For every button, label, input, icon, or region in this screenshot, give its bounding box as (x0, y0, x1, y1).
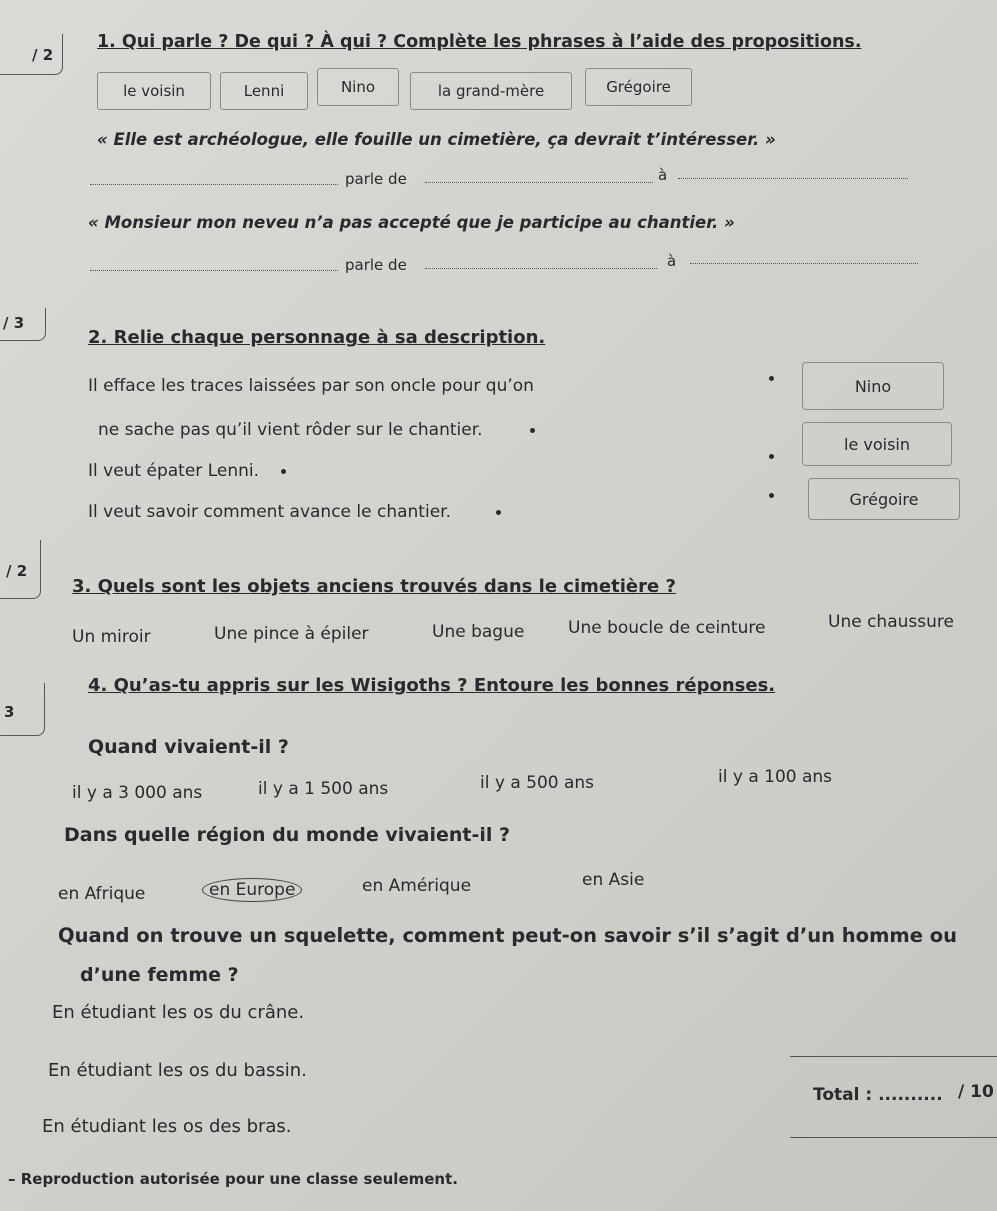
parle-de-label-1: parle de (345, 170, 407, 188)
q3-score: / 2 (6, 562, 28, 580)
answer-line-2a[interactable] (90, 270, 338, 271)
a-label-1: à (658, 166, 668, 184)
parle-de-label-2: parle de (345, 256, 407, 274)
name-1-dot[interactable] (769, 376, 774, 381)
sub-question-skeleton-line1: Quand on trouve un squelette, comment peut-on savoir s’il s’agit d’un homme ou (58, 924, 958, 947)
skeleton-option-bras[interactable]: En étudiant les os des bras. (42, 1116, 292, 1137)
object-un-miroir[interactable]: Un miroir (72, 627, 151, 647)
option-chip-le-voisin: le voisin (97, 72, 211, 110)
q2-title: 2. Relie chaque personnage à sa description. (88, 327, 546, 348)
object-une-chaussure[interactable]: Une chaussure (828, 612, 954, 632)
description-1-dot[interactable] (530, 428, 535, 433)
quote-2: « Monsieur mon neveu n’a pas accepté que je participe au chantier. » (88, 213, 735, 232)
q1-score: / 2 (32, 46, 54, 64)
quote-1: « Elle est archéologue, elle fouille un cimetière, ça devrait t’intéresser. » (97, 130, 776, 149)
q2-score: / 3 (3, 314, 25, 332)
footer-note: – Reproduction autorisée pour une classe seulement. (8, 1170, 458, 1188)
description-3-dot[interactable] (496, 510, 501, 515)
object-pince-a-epiler[interactable]: Une pince à épiler (214, 624, 369, 644)
description-1-line1: Il efface les traces laissées par son oncle pour qu’on (88, 376, 534, 396)
name-3-dot[interactable] (769, 493, 774, 498)
name-2-dot[interactable] (769, 454, 774, 459)
sub-question-skeleton-line2: d’une femme ? (80, 964, 239, 986)
when-option-100[interactable]: il y a 100 ans (718, 767, 833, 787)
q1-title: 1. Qui parle ? De qui ? À qui ? Complète les phrases à l’aide des propositions. (97, 32, 862, 52)
when-option-1500[interactable]: il y a 1 500 ans (258, 779, 389, 799)
skeleton-option-bassin[interactable]: En étudiant les os du bassin. (48, 1060, 307, 1081)
total-label: Total : .......... (813, 1085, 943, 1105)
sub-question-where: Dans quelle région du monde vivaient-il ? (64, 824, 511, 846)
where-option-europe[interactable]: en Europe (202, 878, 302, 902)
option-chip-nino: Nino (317, 68, 399, 106)
a-label-2: à (667, 252, 677, 270)
total-max: / 10 (958, 1082, 994, 1102)
when-option-3000[interactable]: il y a 3 000 ans (72, 783, 203, 803)
where-option-asie[interactable]: en Asie (582, 870, 645, 890)
answer-line-1c[interactable] (678, 178, 908, 179)
option-chip-gregoire: Grégoire (585, 68, 692, 106)
object-une-bague[interactable]: Une bague (432, 622, 525, 642)
option-chip-la-grand-mere: la grand-mère (410, 72, 572, 110)
where-option-amerique[interactable]: en Amérique (362, 876, 472, 896)
description-3: Il veut savoir comment avance le chantier. (88, 502, 451, 522)
q4-score: 3 (4, 703, 15, 721)
name-box-le-voisin: le voisin (802, 422, 952, 466)
option-chip-lenni: Lenni (220, 72, 308, 110)
sub-question-when: Quand vivaient-il ? (88, 736, 289, 758)
answer-line-2c[interactable] (690, 263, 918, 264)
object-boucle-de-ceinture[interactable]: Une boucle de ceinture (568, 618, 766, 638)
q4-title: 4. Qu’as-tu appris sur les Wisigoths ? Entoure les bonnes réponses. (88, 675, 776, 696)
when-option-500[interactable]: il y a 500 ans (480, 773, 595, 793)
description-2: Il veut épater Lenni. (88, 461, 259, 481)
description-2-dot[interactable] (281, 469, 286, 474)
where-option-afrique[interactable]: en Afrique (58, 884, 146, 904)
skeleton-option-crane[interactable]: En étudiant les os du crâne. (52, 1002, 305, 1023)
answer-line-1b[interactable] (425, 182, 653, 183)
description-1-line2: ne sache pas qu’il vient rôder sur le chantier. (98, 420, 483, 440)
name-box-nino: Nino (802, 362, 944, 410)
name-box-gregoire: Grégoire (808, 478, 960, 520)
answer-line-1a[interactable] (90, 184, 338, 185)
q3-title: 3. Quels sont les objets anciens trouvés dans le cimetière ? (72, 576, 676, 597)
answer-line-2b[interactable] (425, 268, 657, 269)
